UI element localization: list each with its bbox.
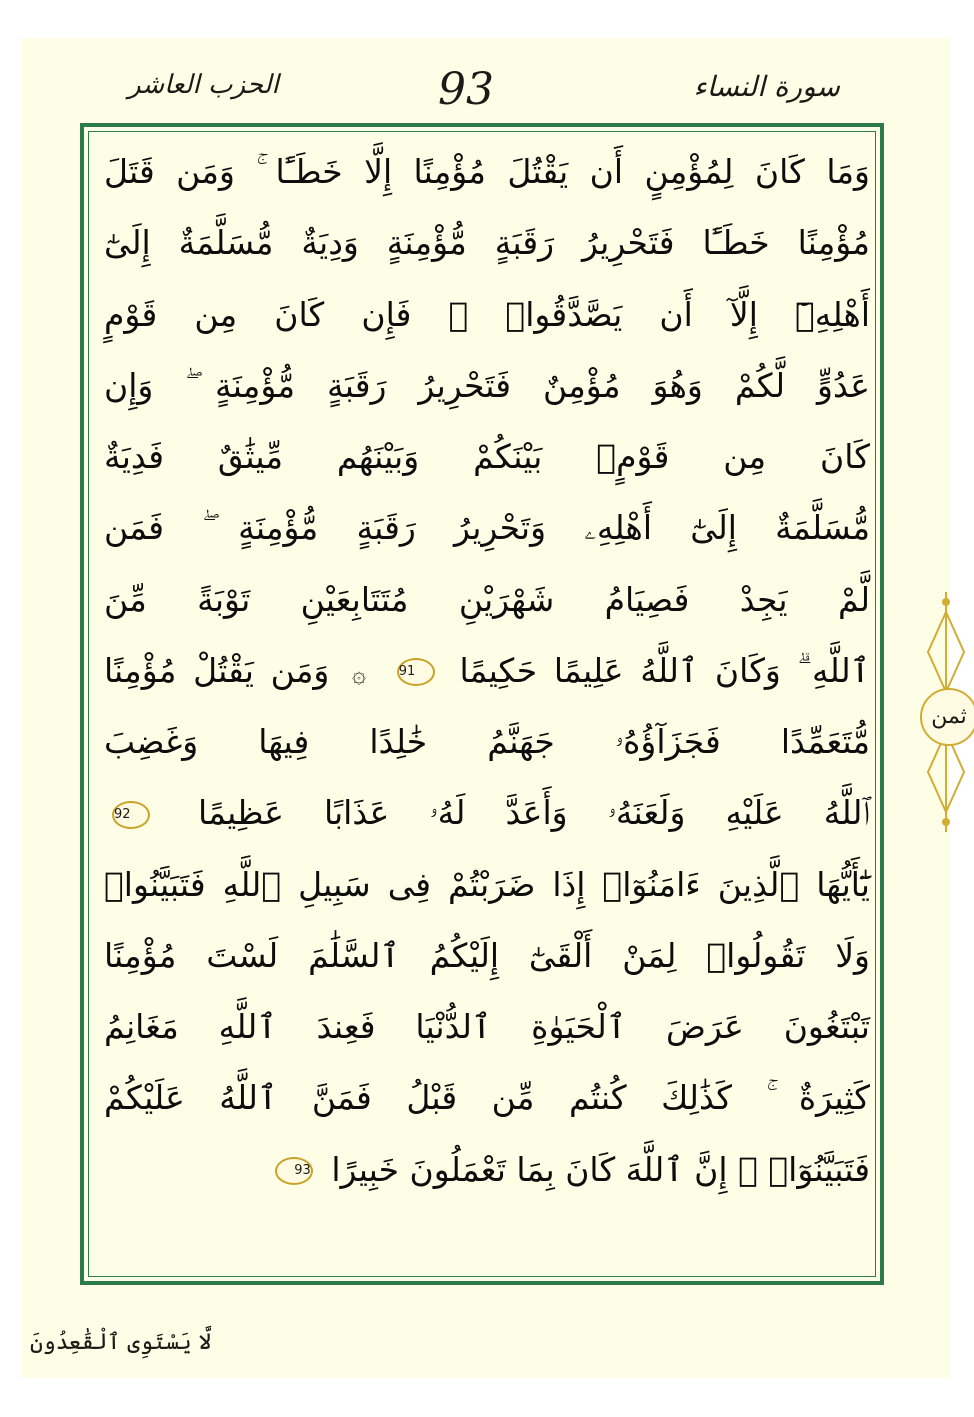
hizb-label: الحزب العاشر — [128, 70, 279, 100]
page-number: 93 — [438, 64, 494, 115]
text-line-15 — [94, 1134, 880, 1205]
text-line-14: كَثِيرَةٌ ۚ كَذَٰلِكَ كُنتُم مِّن قَبْلُ فَمَنَّ ٱللَّهُ عَلَيْكُمْ — [104, 1078, 870, 1118]
catchword: لَّا يَسْتَوِى ٱلْقَٰعِدُونَ — [30, 1330, 212, 1355]
text-line-6: مُّسَلَّمَةٌ إِلَىٰٓ أَهْلِهِۦ وَتَحْرِيرُ رَقَبَةٍ مُّؤْمِنَةٍ ۖ فَمَن — [104, 508, 870, 548]
text-line-11: يَٰٓأَيُّهَا ٱلَّذِينَ ءَامَنُوٓا۟ إِذَا ضَرَبْتُمْ فِى سَبِيلِ ٱللَّهِ فَتَبَيَّنُوا۟ — [104, 864, 870, 904]
text-line-13: تَبْتَغُونَ عَرَضَ ٱلْحَيَوٰةِ ٱلدُّنْيَا فَعِندَ ٱللَّهِ مَغَانِمُ — [104, 1007, 870, 1046]
ayah-marker-93: 93 — [275, 1157, 313, 1185]
text-line-12: وَلَا تَقُولُوا۟ لِمَنْ أَلْقَىٰٓ إِلَيْكُمُ ٱلسَّلَٰمَ لَسْتَ مُؤْمِنًا — [104, 935, 870, 975]
surah-name: سورة النساء — [693, 70, 840, 103]
quran-text — [94, 136, 880, 1276]
text-line-10 — [94, 777, 880, 848]
page-header — [100, 64, 840, 124]
text-line-7: لَّمْ يَجِدْ فَصِيَامُ شَهْرَيْنِ مُتَتَابِعَيْنِ تَوْبَةً مِّنَ — [104, 579, 870, 619]
thumn-marker: ثمن — [920, 688, 974, 746]
hizb-star-icon: ۞ — [352, 659, 367, 688]
text-line-8 — [94, 635, 880, 706]
text-line-1: وَمَا كَانَ لِمُؤْمِنٍ أَن يَقْتُلَ مُؤْمِنًا إِلَّا خَطَـًٔا ۚ وَمَن قَتَلَ — [104, 152, 870, 191]
text-line-9: مُّتَعَمِّدًا فَجَزَآؤُهُۥ جَهَنَّمُ خَٰلِدًا فِيهَا وَغَضِبَ — [104, 722, 870, 761]
text-line-8-end: وَمَن يَقْتُلْ مُؤْمِنًا — [104, 650, 330, 690]
text-line-4: عَدُوٍّ لَّكُمْ وَهُوَ مُؤْمِنٌ فَتَحْرِيرُ رَقَبَةٍ مُّؤْمِنَةٍ ۖ وَإِن — [104, 365, 870, 405]
ayah-marker-92: 92 — [112, 801, 150, 829]
text-line-8-start: ٱللَّهِ ۗ وَكَانَ ٱللَّهُ عَلِيمًا حَكِيمًا — [459, 650, 870, 690]
text-line-15-text: فَتَبَيَّنُوٓا۟ ۚ إِنَّ ٱللَّهَ كَانَ بِمَا تَعْمَلُونَ خَبِيرًا — [331, 1149, 870, 1189]
ayah-marker-91: 91 — [397, 658, 435, 686]
text-line-3: أَهْلِهِۦٓ إِلَّآ أَن يَصَّدَّقُوا۟ ۚ فَإِن كَانَ مِن قَوْمٍ — [104, 294, 870, 334]
text-line-2: مُؤْمِنًا خَطَـًٔا فَتَحْرِيرُ رَقَبَةٍ مُّؤْمِنَةٍ وَدِيَةٌ مُّسَلَّمَةٌ إِلَىٰٓ — [104, 223, 870, 263]
text-line-10-text: ٱللَّهُ عَلَيْهِ وَلَعَنَهُۥ وَأَعَدَّ لَهُۥ عَذَابًا عَظِيمًا — [198, 793, 870, 833]
text-line-5: كَانَ مِن قَوْمٍۭ بَيْنَكُمْ وَبَيْنَهُم مِّيثَٰقٌ فَدِيَةٌ — [104, 437, 870, 476]
